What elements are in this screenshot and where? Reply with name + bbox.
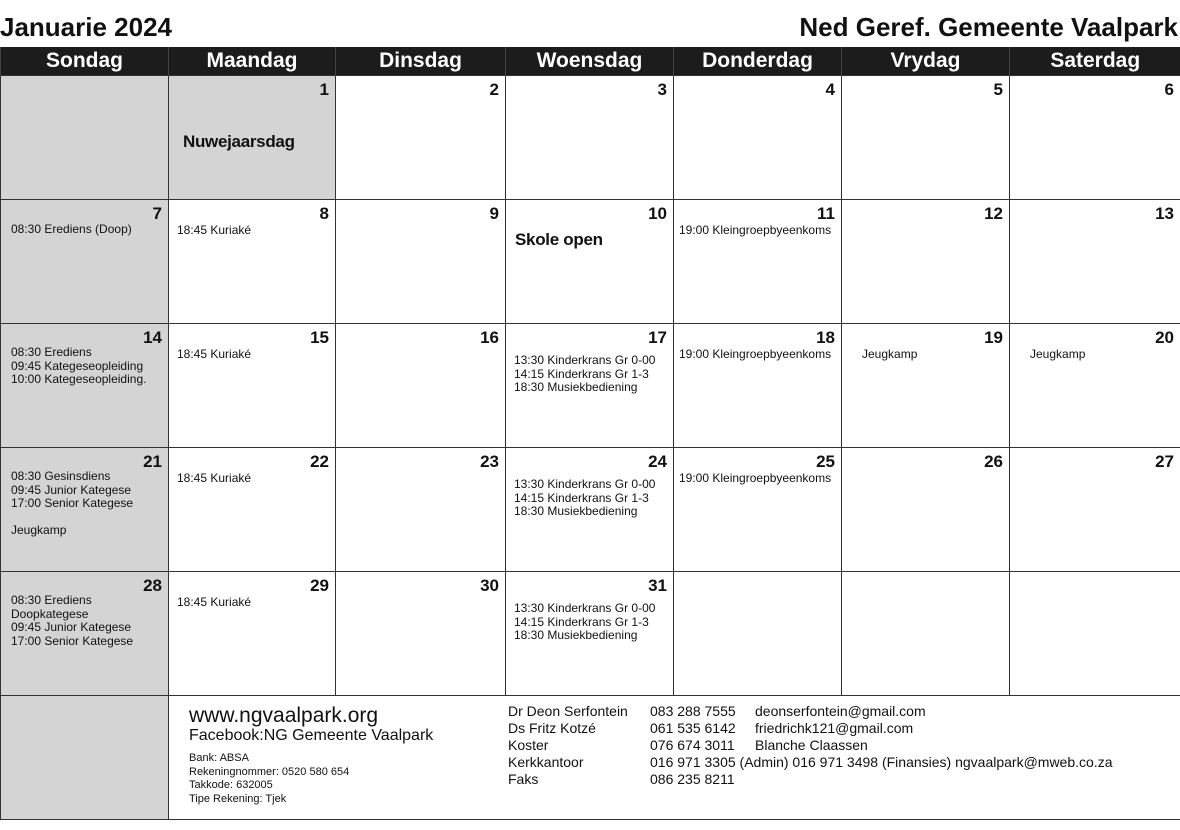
day-cell[interactable] [506, 200, 674, 324]
contact-phone: 083 288 7555 [650, 703, 736, 719]
event-item: 18:30 Musiekbediening [514, 504, 638, 518]
event-jeugkamp: Jeugkamp [1030, 347, 1086, 361]
event-item: 13:30 Kinderkrans Gr 0-00 [514, 353, 656, 367]
contact-email[interactable]: deonserfontein@gmail.com [755, 703, 926, 719]
contact-phone: 061 535 6142 [650, 720, 736, 736]
day-number: 2 [489, 80, 499, 99]
day-number: 23 [480, 452, 499, 471]
day-number: 18 [816, 328, 835, 347]
day-number: 6 [1164, 80, 1174, 99]
event-item: 09:45 Junior Kategese [11, 482, 132, 497]
day-number: 10 [648, 204, 667, 223]
event-item: 19:00 Kleingroepbyeenkoms [679, 223, 832, 237]
event-item: 09:45 Kategeseopleiding [11, 358, 144, 373]
website-link[interactable]: www.ngvaalpark.org [189, 704, 379, 727]
contact-person: Blanche Claassen [755, 737, 868, 753]
day-cell[interactable] [169, 448, 336, 572]
branch-code: Takkode: 632005 [189, 779, 273, 791]
weekday-dinsdag: Dinsdag [336, 47, 506, 76]
day-number: 11 [817, 204, 835, 223]
day-cell[interactable] [169, 324, 336, 448]
day-number: 1 [319, 80, 329, 99]
day-cell[interactable] [674, 76, 842, 200]
day-number: 15 [310, 328, 329, 347]
event-item: 13:30 Kinderkrans Gr 0-00 [514, 477, 656, 491]
day-cell[interactable] [842, 324, 1010, 448]
day-number: 7 [152, 204, 162, 223]
event-item: 10:00 Kategeseopleiding. [11, 372, 147, 386]
bank-details [189, 752, 349, 806]
contact-name: Ds Fritz Kotzé [508, 720, 596, 736]
day-number: 21 [143, 452, 162, 471]
contact-phone: 016 971 3305 (Admin) 016 971 3498 (Finansies) ngvaalpark@mweb.co.za [650, 754, 1113, 770]
day-cell[interactable] [842, 200, 1010, 324]
event-item: 19:00 Kleingroepbyeenkoms [679, 471, 832, 485]
day-cell[interactable] [169, 76, 336, 200]
weekday-maandag: Maandag [169, 47, 336, 76]
day-number: 8 [319, 204, 329, 223]
day-cell[interactable] [1, 448, 169, 572]
event-item: 08:30 Erediens (Doop) [11, 222, 132, 236]
event-item: 08:30 Gesinsdiens [11, 469, 111, 483]
week-row [1, 324, 1180, 448]
day-cell[interactable] [1010, 572, 1180, 696]
event-item: 18:45 Kuriaké [177, 223, 252, 237]
contact-email[interactable]: friedrichk121@gmail.com [755, 720, 914, 736]
weekday-sondag: Sondag [1, 47, 169, 76]
day-cell[interactable] [842, 448, 1010, 572]
weekday-woensdag: Woensdag [506, 47, 674, 76]
day-number: 19 [984, 328, 1003, 347]
day-cell[interactable] [674, 448, 842, 572]
day-cell[interactable] [1, 572, 169, 696]
day-number: 29 [310, 576, 329, 595]
event-item: 19:00 Kleingroepbyeenkoms [679, 347, 832, 361]
day-cell[interactable] [842, 76, 1010, 200]
event-item: 18:45 Kuriaké [177, 471, 252, 485]
contact-phone: 086 235 8211 [650, 771, 735, 787]
day-cell[interactable] [1, 324, 169, 448]
calendar-grid [0, 47, 1180, 820]
event-item: 18:30 Musiekbediening [514, 628, 638, 642]
week-row [1, 200, 1180, 324]
day-cell[interactable] [336, 448, 506, 572]
contact-name: Dr Deon Serfontein [508, 703, 628, 719]
day-cell[interactable] [506, 448, 674, 572]
weekday-header-row [1, 47, 1180, 76]
day-number: 16 [480, 328, 499, 347]
day-number: 4 [825, 80, 835, 99]
day-number: 25 [816, 452, 835, 471]
day-number: 31 [648, 576, 667, 595]
day-number: 24 [648, 452, 667, 471]
bank-name: Bank: ABSA [189, 752, 249, 764]
day-cell[interactable] [336, 324, 506, 448]
day-cell[interactable] [842, 572, 1010, 696]
day-number: 9 [489, 204, 499, 223]
day-cell[interactable] [169, 200, 336, 324]
day-number: 13 [1155, 204, 1174, 223]
day-number: 28 [143, 576, 162, 595]
day-number: 12 [984, 204, 1003, 223]
account-number: Rekeningnommer: 0520 580 654 [189, 765, 350, 778]
event-item: 17:00 Senior Kategese [11, 496, 134, 510]
church-name: Ned Geref. Gemeente Vaalpark [799, 12, 1178, 42]
day-cell[interactable] [506, 324, 674, 448]
day-cell[interactable] [506, 76, 674, 200]
weekday-vrydag: Vrydag [842, 47, 1010, 76]
weekday-donderdag: Donderdag [674, 47, 842, 76]
contact-name: Koster [508, 737, 549, 753]
account-type: Tipe Rekening: Tjek [189, 792, 287, 805]
footer-row [1, 696, 1180, 820]
day-cell[interactable] [674, 324, 842, 448]
week-row [1, 572, 1180, 696]
event-item: 17:00 Senior Kategese [11, 633, 134, 648]
event-item: 13:30 Kinderkrans Gr 0-00 [514, 601, 656, 615]
event-jeugkamp: Jeugkamp [862, 347, 918, 361]
contact-phone: 076 674 3011 [650, 737, 735, 753]
weekday-saterdag: Saterdag [1010, 47, 1180, 76]
event-item: Doopkategese [11, 606, 89, 621]
event-item: 08:30 Erediens [11, 593, 92, 607]
day-cell[interactable] [1010, 448, 1180, 572]
event-item: 14:15 Kinderkrans Gr 1-3 [514, 366, 649, 381]
event-item: 18:45 Kuriaké [177, 347, 252, 361]
day-number: 14 [143, 328, 162, 347]
day-number: 5 [993, 80, 1003, 99]
event-item: 14:15 Kinderkrans Gr 1-3 [514, 614, 649, 629]
day-number: 22 [310, 452, 329, 471]
day-number: 30 [480, 576, 499, 595]
week-row [1, 448, 1180, 572]
day-cell[interactable] [1, 76, 169, 200]
day-highlight: Nuwejaarsdag [183, 132, 295, 151]
day-highlight: Skole open [515, 230, 603, 249]
day-number: 26 [984, 452, 1003, 471]
event-item: 09:45 Junior Kategese [11, 620, 132, 634]
footer-info-cell [169, 696, 1180, 820]
contact-name: Faks [508, 771, 539, 787]
footer-blank-cell [1, 696, 169, 820]
day-number: 3 [657, 80, 667, 99]
day-cell[interactable] [1, 200, 169, 324]
day-cell[interactable] [506, 572, 674, 696]
contact-name: Kerkkantoor [508, 754, 584, 770]
day-cell[interactable] [336, 572, 506, 696]
day-cell[interactable] [674, 572, 842, 696]
day-cell[interactable] [169, 572, 336, 696]
day-cell[interactable] [674, 200, 842, 324]
day-cell[interactable] [1010, 324, 1180, 448]
day-cell[interactable] [336, 76, 506, 200]
day-cell[interactable] [336, 200, 506, 324]
day-number: 20 [1155, 328, 1174, 347]
event-item: 08:30 Erediens [11, 345, 92, 359]
day-cell[interactable] [1010, 76, 1180, 200]
week-row [1, 76, 1180, 200]
month-title: Januarie 2024 [0, 12, 173, 42]
day-number: 17 [648, 328, 667, 347]
day-number: 27 [1155, 452, 1174, 471]
facebook-text: Facebook:NG Gemeente Vaalpark [189, 727, 434, 744]
event-item: 18:30 Musiekbediening [514, 380, 638, 394]
event-item: 14:15 Kinderkrans Gr 1-3 [514, 490, 649, 505]
day-cell[interactable] [1010, 200, 1180, 324]
event-item: 18:45 Kuriaké [177, 595, 252, 609]
event-jeugkamp: Jeugkamp [11, 523, 67, 537]
